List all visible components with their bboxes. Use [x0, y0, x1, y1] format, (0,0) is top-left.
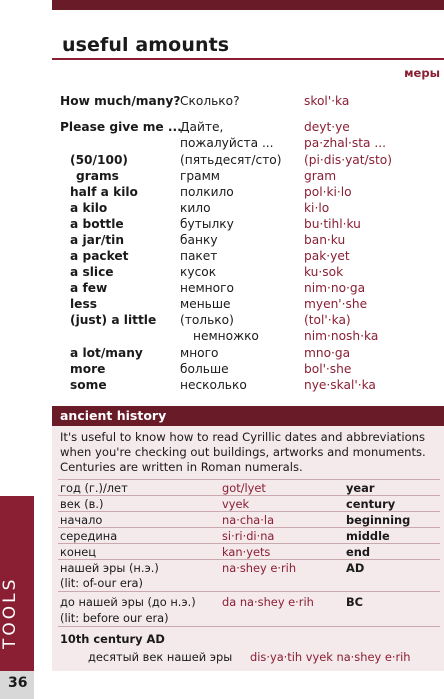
phrase-en: Please give me ...: [60, 120, 182, 134]
phrase-translit: (tol'·ka): [304, 313, 351, 327]
example-heading: 10th century AD: [60, 632, 165, 646]
phrase-en: grams: [76, 169, 119, 183]
phrase-translit: (pi·dis·yat/sto): [304, 153, 393, 167]
table-cell-translit: da na·shey e·rih: [222, 595, 314, 609]
table-cell-translit: na·shey e·rih: [222, 561, 297, 575]
table-cell-translit: si·ri·di·na: [222, 529, 275, 543]
phrase-en: more: [70, 362, 106, 376]
table-cell-ru: начало: [60, 513, 103, 527]
phrase-translit: ki·lo: [304, 201, 330, 215]
phrase-en: a bottle: [70, 217, 124, 231]
table-cell-en: end: [346, 545, 370, 559]
row-divider: [58, 543, 440, 544]
phrase-en: a lot/many: [70, 346, 143, 360]
phrase-ru: пожалуйста ...: [180, 136, 274, 150]
box-intro: It's useful to know how to read Cyrillic dates and abbreviations when you're checking out buildings, artworks and monuments. Centuries are written in Roman numerals.: [60, 430, 426, 474]
table-cell-en: middle: [346, 529, 390, 543]
literal-note: (lit: before our era): [60, 611, 169, 625]
phrase-translit: myen'·she: [304, 297, 368, 311]
phrase-ru: пакет: [180, 249, 218, 263]
phrase-ru: полкило: [180, 185, 234, 199]
page-title: useful amounts: [62, 34, 230, 56]
page-number: 36: [8, 675, 28, 691]
row-divider: [58, 495, 440, 496]
phrase-translit: ban·ku: [304, 233, 346, 247]
table-cell-translit: vyek: [222, 497, 250, 511]
phrase-en: (just) a little: [70, 313, 157, 327]
top-color-bar: [52, 0, 444, 10]
phrase-translit: pak·yet: [304, 249, 350, 263]
literal-note: (lit: of-our era): [60, 576, 143, 590]
phrase-translit: bu·tihl·ku: [304, 217, 361, 231]
phrase-en: a slice: [70, 265, 114, 279]
phrase-ru: кусок: [180, 265, 217, 279]
table-cell-translit: got/lyet: [222, 481, 266, 495]
phrase-ru: немножко: [193, 329, 259, 343]
phrase-en: less: [70, 297, 97, 311]
phrase-en: some: [70, 378, 107, 392]
phrase-ru: грамм: [180, 169, 220, 183]
side-tab: [0, 496, 34, 671]
phrase-en: a kilo: [70, 201, 108, 215]
row-divider: [58, 511, 440, 512]
table-cell-en: BC: [346, 595, 364, 609]
phrase-ru: несколько: [180, 378, 247, 392]
table-cell-en: AD: [346, 561, 365, 575]
phrase-ru: (пятьдесят/сто): [180, 153, 282, 167]
title-rule: [52, 58, 444, 60]
phrase-translit: ku·sok: [304, 265, 344, 279]
phrase-ru: (только): [180, 313, 234, 327]
phrase-en: (50/100): [70, 153, 128, 167]
phrase-translit: gram: [304, 169, 337, 183]
phrase-ru: Сколько?: [180, 94, 240, 108]
example-ru: десятый век нашей эры: [88, 650, 233, 664]
phrase-translit: pa·zhal·sta ...: [304, 136, 387, 150]
table-cell-en: year: [346, 481, 375, 495]
box-title: ancient history: [60, 408, 167, 423]
table-cell-en: century: [346, 497, 396, 511]
phrase-en: half a kilo: [70, 185, 138, 199]
side-tab-label: TOOLS: [0, 576, 20, 650]
phrase-en: a jar/tin: [70, 233, 125, 247]
phrase-translit: deyt·ye: [304, 120, 350, 134]
table-cell-ru: конец: [60, 545, 97, 559]
row-divider: [58, 559, 440, 560]
table-cell-ru: век (в.): [60, 497, 104, 511]
phrase-translit: pol·ki·lo: [304, 185, 352, 199]
row-divider: [58, 591, 440, 592]
phrase-translit: nye·skal'·ka: [304, 378, 376, 392]
section-label-russian: меры: [404, 66, 440, 80]
table-cell-translit: na·cha·la: [222, 513, 275, 527]
table-cell-ru: год (г.)/лет: [60, 481, 128, 495]
row-divider: [58, 479, 440, 480]
phrase-ru: Дайте,: [180, 120, 224, 134]
phrase-ru: кило: [180, 201, 211, 215]
phrase-translit: nim·nosh·ka: [304, 329, 379, 343]
phrase-en: a packet: [70, 249, 129, 263]
table-cell-ru: до нашей эры (до н.э.): [60, 595, 196, 609]
phrase-ru: бутылку: [180, 217, 234, 231]
phrase-translit: mno·ga: [304, 346, 351, 360]
phrase-ru: много: [180, 346, 219, 360]
table-cell-translit: kan·yets: [222, 545, 271, 559]
row-divider: [58, 626, 440, 627]
phrase-en: a few: [70, 281, 108, 295]
phrase-translit: nim·no·ga: [304, 281, 366, 295]
phrase-translit: bol'·she: [304, 362, 352, 376]
phrase-translit: skol'·ka: [304, 94, 350, 108]
example-translit: dis·ya·tih vyek na·shey e·rih: [250, 650, 411, 664]
row-divider: [58, 527, 440, 528]
table-cell-en: beginning: [346, 513, 411, 527]
phrase-ru: меньше: [180, 297, 231, 311]
phrase-ru: больше: [180, 362, 229, 376]
table-cell-ru: середина: [60, 529, 118, 543]
phrase-en: How much/many?: [60, 94, 181, 108]
phrase-ru: банку: [180, 233, 218, 247]
table-cell-ru: нашей эры (н.э.): [60, 561, 159, 575]
phrase-ru: немного: [180, 281, 234, 295]
